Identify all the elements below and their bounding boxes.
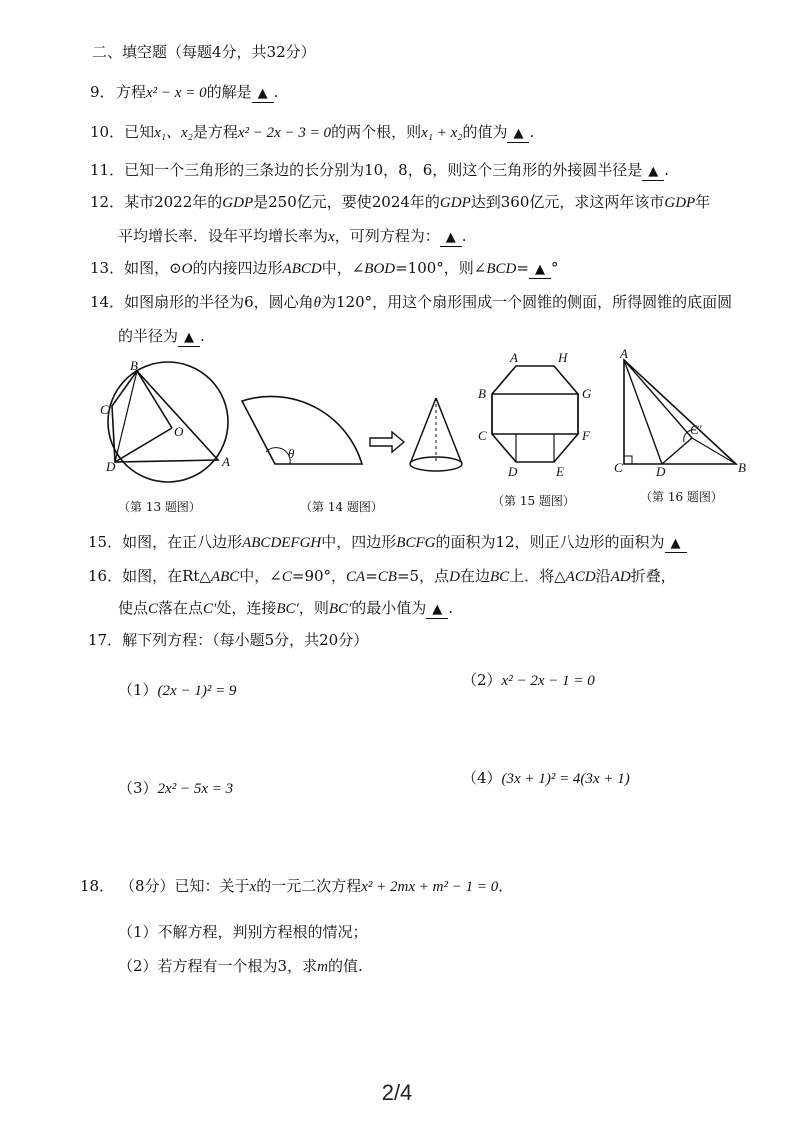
segment-name: CA <box>346 569 366 585</box>
question-text: 已知一个三角形的三条边的长分别为10，8，6，则这个三角形的外接圆半径是 <box>124 161 643 179</box>
octagon-abcdefgh <box>492 366 578 462</box>
label-c: C <box>478 428 487 443</box>
question-17 <box>88 630 768 650</box>
variable: x <box>328 229 335 245</box>
punctuation: . <box>664 161 670 179</box>
item-label: （2） <box>462 671 502 689</box>
triangle-icon: ▲ <box>257 86 268 101</box>
segment-bd <box>115 371 137 462</box>
answer-blank <box>440 228 462 247</box>
triangle-icon: ▲ <box>445 230 456 245</box>
label-theta: θ <box>288 446 295 461</box>
item-label: （2） <box>118 957 158 975</box>
segment-name: AD <box>610 569 631 585</box>
question-18 <box>80 876 760 897</box>
question-text: =5，点 <box>396 567 450 585</box>
label-b: B <box>478 386 486 401</box>
segment-ad <box>624 360 662 464</box>
figure-13-caption: （第 13 题图） <box>118 500 201 514</box>
question-text: 的解是 <box>206 83 252 101</box>
punctuation: . <box>273 83 279 101</box>
triangle-icon: ▲ <box>648 164 659 179</box>
rectangle-bcfg <box>492 394 578 434</box>
variable: m <box>317 959 328 975</box>
question-16-line2 <box>118 598 798 619</box>
question-13 <box>90 258 770 279</box>
answer-blank <box>178 328 200 347</box>
punctuation: . <box>448 599 454 617</box>
variable: x <box>249 879 257 895</box>
question-number: 13． <box>90 259 125 277</box>
question-text: 某市2022年的 <box>124 193 223 211</box>
label-c-prime: C′ <box>690 422 702 437</box>
question-text: 的面积为12，则正八边形的面积为 <box>435 533 665 551</box>
point-name: C <box>281 569 292 585</box>
question-12-line2 <box>118 226 798 247</box>
question-text: 方程 <box>116 83 147 101</box>
question-number: 17． <box>88 631 123 649</box>
equation-2 <box>462 670 595 691</box>
gdp-term: GDP <box>439 195 471 211</box>
question-11 <box>90 160 770 181</box>
segment-name: CB <box>377 569 397 585</box>
label-c: C <box>100 402 109 417</box>
equation: x² − 2x − 3 = 0 <box>237 125 332 141</box>
segment-name: BC′ <box>328 601 352 617</box>
question-text: 是250亿元，要使2024年的 <box>253 193 440 211</box>
question-number: 10． <box>90 123 125 141</box>
equation-1 <box>118 680 236 701</box>
equation: 2x² − 5x = 3 <box>157 781 234 797</box>
answer-blank <box>252 84 274 103</box>
question-text: = <box>365 567 378 585</box>
triangle-icon: ▲ <box>534 262 545 277</box>
question-text: 年 <box>695 193 711 211</box>
angle-name: BOD <box>364 261 396 277</box>
question-number: 11． <box>90 161 125 179</box>
question-text: 折叠， <box>630 567 676 585</box>
question-text: 落在点 <box>158 599 204 617</box>
item-label: （1） <box>118 681 158 699</box>
segment-name: BC <box>489 569 510 585</box>
question-12 <box>90 192 770 213</box>
equation: (2x − 1)² = 9 <box>157 683 237 699</box>
question-text: ，则 <box>298 599 329 617</box>
question-text: 上．将△ <box>509 567 566 585</box>
question-text: 沿 <box>595 567 611 585</box>
equation-4 <box>462 768 630 789</box>
label-h: H <box>558 350 568 365</box>
quad-name: ABCD <box>282 261 322 277</box>
triangle-icon: ▲ <box>184 330 195 345</box>
question-text: ，可列方程为： <box>334 227 440 245</box>
label-d: D <box>656 464 666 479</box>
question-text: = <box>516 259 529 277</box>
question-text: 中，四边形 <box>321 533 397 551</box>
punctuation: ． <box>498 877 514 895</box>
label-d: D <box>508 464 518 479</box>
question-10 <box>90 122 770 143</box>
item-label: （1） <box>118 923 158 941</box>
question-text: 的半径为 <box>118 327 179 345</box>
label-d: D <box>106 459 116 474</box>
arrow-icon <box>370 432 404 452</box>
question-text: 已知 <box>124 123 155 141</box>
right-angle-mark <box>624 456 632 464</box>
question-number: 14． <box>90 293 125 311</box>
question-number: 15． <box>88 533 123 551</box>
segment-ac-prime <box>624 360 692 438</box>
punctuation: ° <box>550 259 559 277</box>
answer-blank <box>507 124 529 143</box>
expression: x₁ + x₂ <box>421 125 463 141</box>
answer-blank <box>529 260 551 279</box>
question-text: =100°，则∠ <box>395 259 487 277</box>
quad-name: BCFG <box>396 535 436 551</box>
question-14-line2 <box>118 326 798 347</box>
punctuation: . <box>200 327 205 345</box>
question-text: 处，连接 <box>216 599 277 617</box>
item-label: （4） <box>462 769 502 787</box>
segment-do <box>115 428 172 462</box>
question-number: 18． <box>80 877 115 895</box>
label-a: A <box>510 350 518 365</box>
question-number: 16． <box>88 567 123 585</box>
point-name: D <box>449 569 460 585</box>
question-18-part-1 <box>118 922 368 942</box>
variables: x₁、x₂ <box>154 125 193 141</box>
triangle-icon: ▲ <box>513 126 524 141</box>
question-16 <box>88 566 768 587</box>
question-text: =90°， <box>291 567 347 585</box>
question-text: 中，∠ <box>239 567 282 585</box>
question-text: 若方程有一个根为3，求 <box>157 957 318 975</box>
equation: x² − 2x − 1 = 0 <box>501 673 595 689</box>
question-text: 不解方程，判别方程根的情况； <box>157 923 368 941</box>
question-text: 的内接四边形 <box>192 259 283 277</box>
question-text: 如图，⊙ <box>124 259 182 277</box>
label-c: C <box>614 460 623 475</box>
label-a: A <box>620 346 628 361</box>
punctuation: . <box>529 123 535 141</box>
question-text: 为120°，用这个扇形围成一个圆锥的侧面，所得圆锥的底面圆 <box>321 293 733 311</box>
question-text: 的值. <box>327 957 363 975</box>
triangle-name: ACD <box>565 569 596 585</box>
question-text: 的两个根，则 <box>331 123 422 141</box>
triangle-icon: ▲ <box>432 602 443 617</box>
figure-13-diagram <box>100 358 230 482</box>
question-14 <box>90 292 770 313</box>
figure-14-caption: （第 14 题图） <box>300 500 383 514</box>
triangle-icon: ▲ <box>670 536 681 551</box>
question-number: 9． <box>90 83 115 101</box>
question-text: （8分）已知：关于 <box>120 877 250 895</box>
section-title: 二、填空题（每题4分，共32分） <box>92 43 316 61</box>
angle-arc <box>266 448 290 464</box>
question-text: 的最小值为 <box>351 599 427 617</box>
cone-diagram <box>410 398 462 471</box>
question-text: 的值为 <box>462 123 508 141</box>
triangle-name: ABC <box>210 569 240 585</box>
label-b: B <box>130 358 138 373</box>
figure-16-diagram <box>614 346 746 479</box>
gdp-term: GDP <box>664 195 696 211</box>
question-text: 如图，在正八边形 <box>122 533 243 551</box>
question-text: 使点 <box>118 599 149 617</box>
question-text: 如图扇形的半径为6，圆心角 <box>124 293 314 311</box>
equation: x² − x = 0 <box>146 85 207 101</box>
question-text: 是方程 <box>192 123 238 141</box>
figure-14-diagram <box>242 396 462 471</box>
question-9 <box>90 82 770 103</box>
question-text: 的一元二次方程 <box>256 877 362 895</box>
segment-bo <box>137 371 172 428</box>
gdp-term: GDP <box>222 195 254 211</box>
answer-blank <box>642 162 664 181</box>
figures-strip <box>100 346 760 490</box>
label-e: E <box>556 464 564 479</box>
equation: (3x + 1)² = 4(3x + 1) <box>501 771 630 787</box>
label-b: B <box>738 460 746 475</box>
point-name: C <box>148 601 159 617</box>
segment-dc-prime <box>662 438 692 464</box>
answer-blank <box>665 534 687 553</box>
label-f: F <box>582 428 590 443</box>
question-15 <box>88 532 768 553</box>
figure-16-caption: （第 16 题图） <box>640 490 723 504</box>
label-o: O <box>174 424 184 439</box>
question-text: 中，∠ <box>321 259 365 277</box>
page-number: 2/4 <box>381 1080 413 1105</box>
octagon-name: ABCDEFGH <box>242 535 322 551</box>
segment-bc-prime <box>692 438 736 464</box>
punctuation: . <box>461 227 467 245</box>
label-g: G <box>582 386 592 401</box>
question-text: 在边 <box>459 567 490 585</box>
question-text: 如图，在Rt△ <box>122 567 211 585</box>
question-number: 12． <box>90 193 125 211</box>
answer-blank <box>426 600 448 619</box>
question-text: 解下列方程：（每小题5分，共20分） <box>122 631 369 649</box>
label-a: A <box>222 454 230 469</box>
equation-3 <box>118 778 233 799</box>
figure-15-caption: （第 15 题图） <box>492 494 575 508</box>
point-name: C′ <box>203 601 217 617</box>
segment-name: BC′ <box>276 601 299 617</box>
circle-name: O <box>181 261 193 277</box>
question-text: 达到360亿元，求这两年该市 <box>470 193 665 211</box>
item-label: （3） <box>118 779 158 797</box>
figure-15-diagram <box>478 350 592 479</box>
angle-name: BCD <box>486 261 517 277</box>
theta-symbol: θ <box>313 295 322 311</box>
question-text: 平均增长率．设年平均增长率为 <box>118 227 329 245</box>
equation: x² + 2mx + m² − 1 = 0 <box>361 879 499 895</box>
sector-shape <box>242 396 362 464</box>
question-18-part-2 <box>118 956 363 977</box>
